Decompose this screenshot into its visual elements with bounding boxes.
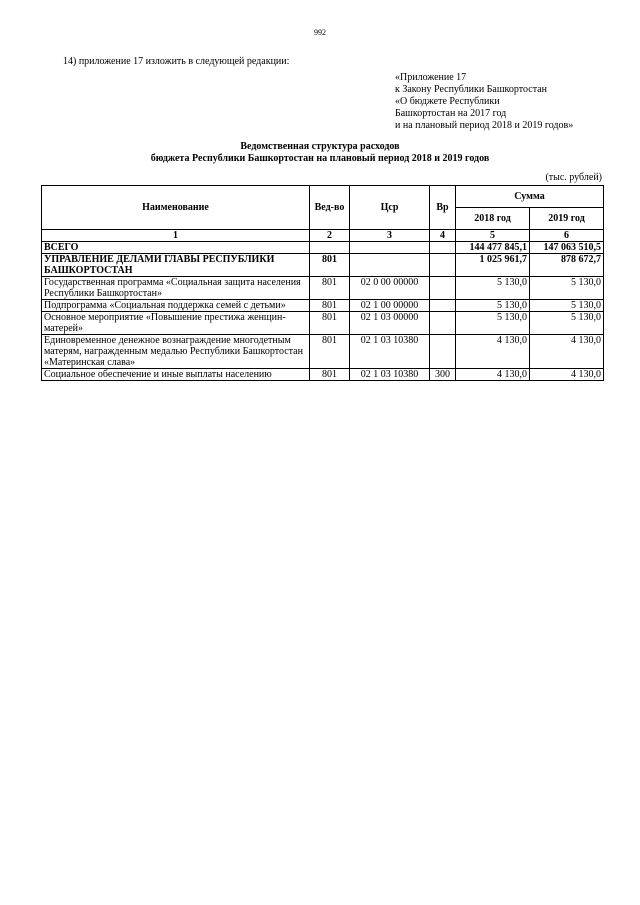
table-body [42,242,604,381]
title-line: бюджета Республики Башкортостан на плановый период 2018 и 2019 годов [150,153,490,164]
table-row [42,369,604,381]
header-csr: Цср [350,186,430,230]
row-sum-2018: 1 025 961,7 [456,254,530,277]
row-name: УПРАВЛЕНИЕ ДЕЛАМИ ГЛАВЫ РЕСПУБЛИКИ БАШКОРТОСТАН [42,254,310,277]
column-number: 4 [430,230,456,242]
row-sum-2018: 5 130,0 [456,312,530,335]
title-line: Ведомственная структура расходов [240,141,400,152]
budget-table [41,185,604,381]
row-vr [430,312,456,335]
row-vr [430,277,456,300]
row-sum-2018: 4 130,0 [456,335,530,369]
row-sum-2018: 4 130,0 [456,369,530,381]
column-number: 3 [350,230,430,242]
table-row [42,335,604,369]
row-vedomstvo: 801 [310,300,350,312]
row-sum-2019: 4 130,0 [530,335,604,369]
row-sum-2018: 5 130,0 [456,300,530,312]
header-vr: Вр [430,186,456,230]
row-name: Государственная программа «Социальная защита населения Республики Башкортостан» [42,277,310,300]
header-2018: 2018 год [456,208,530,230]
row-csr: 02 1 00 00000 [350,300,430,312]
row-csr: 02 1 03 10380 [350,369,430,381]
row-vedomstvo: 801 [310,369,350,381]
header-vedomstvo: Вед-во [310,186,350,230]
row-sum-2019: 5 130,0 [530,300,604,312]
table-row [42,300,604,312]
table-row [42,277,604,300]
row-vedomstvo: 801 [310,335,350,369]
appendix-heading [395,72,573,132]
column-number: 2 [310,230,350,242]
row-sum-2018: 144 477 845,1 [456,242,530,254]
column-number: 1 [42,230,310,242]
page-number: 992 [314,28,326,37]
row-vedomstvo [310,242,350,254]
appendix-line: Башкортостан на 2017 год [395,108,507,119]
intro-text: 14) приложение 17 изложить в следующей редакции: [63,56,290,67]
row-name: Единовременное денежное вознаграждение многодетным матерям, награжденным медалью Республики Башкортостан «Материнская слава» [42,335,310,369]
row-vr [430,335,456,369]
row-vedomstvo: 801 [310,277,350,300]
row-csr: 02 1 03 10380 [350,335,430,369]
row-csr: 02 0 00 00000 [350,277,430,300]
appendix-line: и на плановый период 2018 и 2019 годов» [395,120,574,131]
row-name: Подпрограмма «Социальная поддержка семей с детьми» [42,300,310,312]
table-row [42,242,604,254]
appendix-line: «Приложение 17 [395,72,467,83]
row-vr [430,254,456,277]
column-number: 5 [456,230,530,242]
header-name: Наименование [42,186,310,230]
appendix-line: «О бюджете Республики [395,96,500,107]
row-csr: 02 1 03 00000 [350,312,430,335]
appendix-line: к Закону Республики Башкортостан [395,84,547,95]
row-vedomstvo: 801 [310,312,350,335]
row-sum-2019: 4 130,0 [530,369,604,381]
row-sum-2019: 878 672,7 [530,254,604,277]
row-sum-2019: 147 063 510,5 [530,242,604,254]
header-2019: 2019 год [530,208,604,230]
row-name: Социальное обеспечение и иные выплаты населению [42,369,310,381]
row-vr [430,242,456,254]
row-csr [350,254,430,277]
row-csr [350,242,430,254]
row-sum-2019: 5 130,0 [530,312,604,335]
row-sum-2019: 5 130,0 [530,277,604,300]
row-vr: 300 [430,369,456,381]
column-number: 6 [530,230,604,242]
header-sum: Сумма [456,186,604,208]
row-name: ВСЕГО [42,242,310,254]
row-vr [430,300,456,312]
table-row [42,254,604,277]
units-label: (тыс. рублей) [545,172,602,183]
row-vedomstvo: 801 [310,254,350,277]
table-row [42,312,604,335]
document-title [0,141,640,165]
row-name: Основное мероприятие «Повышение престижа женщин-матерей» [42,312,310,335]
row-sum-2018: 5 130,0 [456,277,530,300]
